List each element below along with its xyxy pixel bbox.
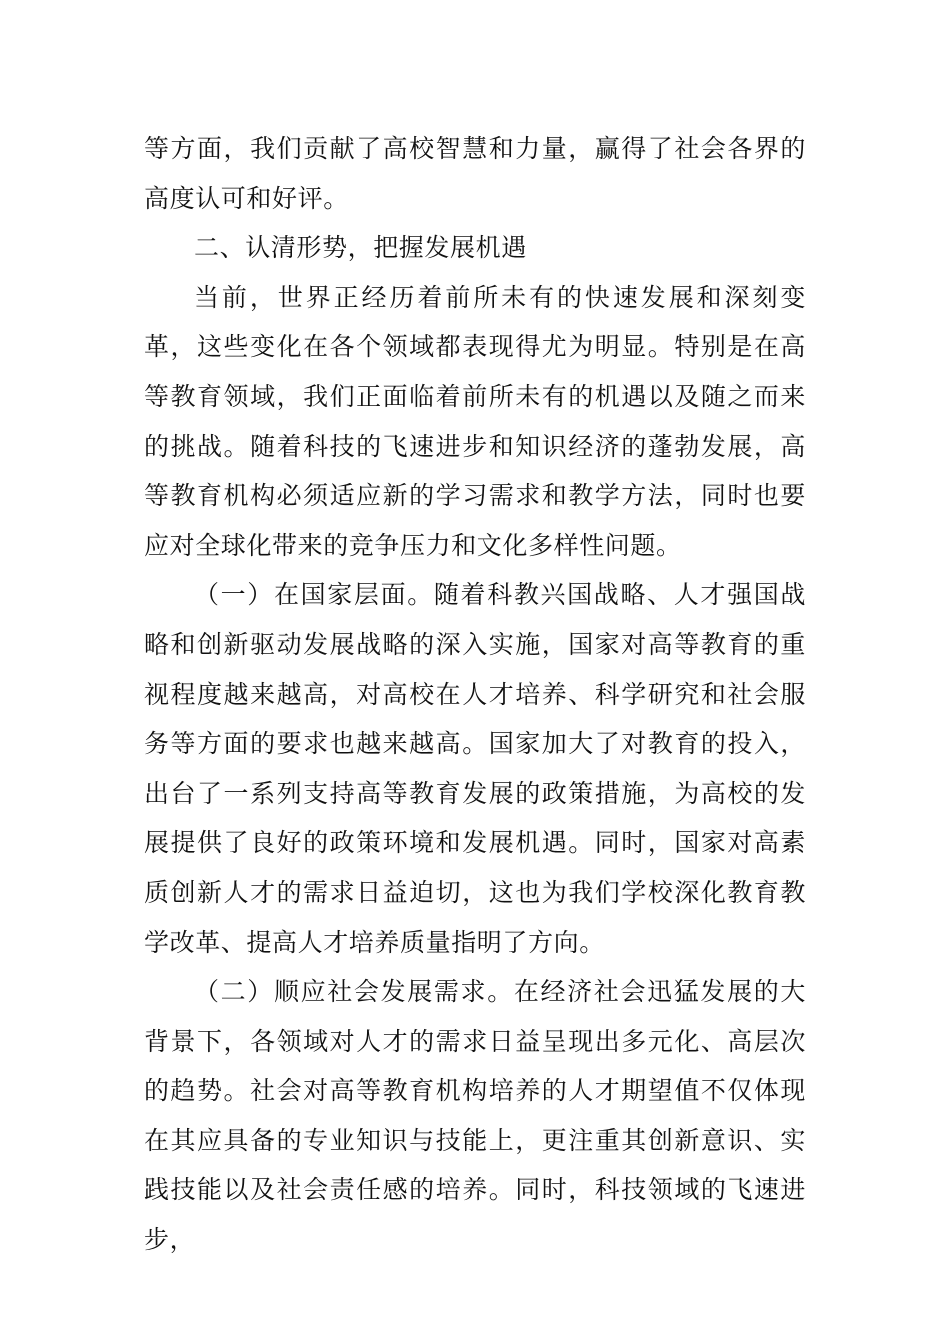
paragraph-social-needs: （二）顺应社会发展需求。在经济社会迅猛发展的大背景下，各领域对人才的需求日益呈现出多元化、高层次的趋势。社会对高等教育机构培养的人才期望值不仅体现在其应具备的专业知识与技能上，更注重其创新意识、实践技能以及社会责任感的培养。同时，科技领域的飞速进步， bbox=[144, 977, 806, 1255]
document-body bbox=[144, 124, 806, 1265]
section-heading: 二、认清形势，把握发展机遇 bbox=[194, 233, 527, 263]
paragraph-current-situation: 当前，世界正经历着前所未有的快速发展和深刻变革，这些变化在各个领域都表现得尤为明显。特别是在高等教育领域，我们正面临着前所未有的机遇以及随之而来的挑战。随着科技的飞速进步和知识经济的蓬勃发展，高等教育机构必须适应新的学习需求和教学方法，同时也要应对全球化带来的竞争压力和文化多样性问题。 bbox=[144, 282, 806, 560]
paragraph-national-level: （一）在国家层面。随着科教兴国战略、人才强国战略和创新驱动发展战略的深入实施，国家对高等教育的重视程度越来越高，对高校在人才培养、科学研究和社会服务等方面的要求也越来越高。国家加大了对教育的投入，出台了一系列支持高等教育发展的政策措施，为高校的发展提供了良好的政策环境和发展机遇。同时，国家对高素质创新人才的需求日益迫切，这也为我们学校深化教育教学改革、提高人才培养质量指明了方向。 bbox=[144, 580, 806, 957]
paragraph-continued: 等方面，我们贡献了高校智慧和力量，赢得了社会各界的高度认可和好评。 bbox=[144, 134, 806, 213]
